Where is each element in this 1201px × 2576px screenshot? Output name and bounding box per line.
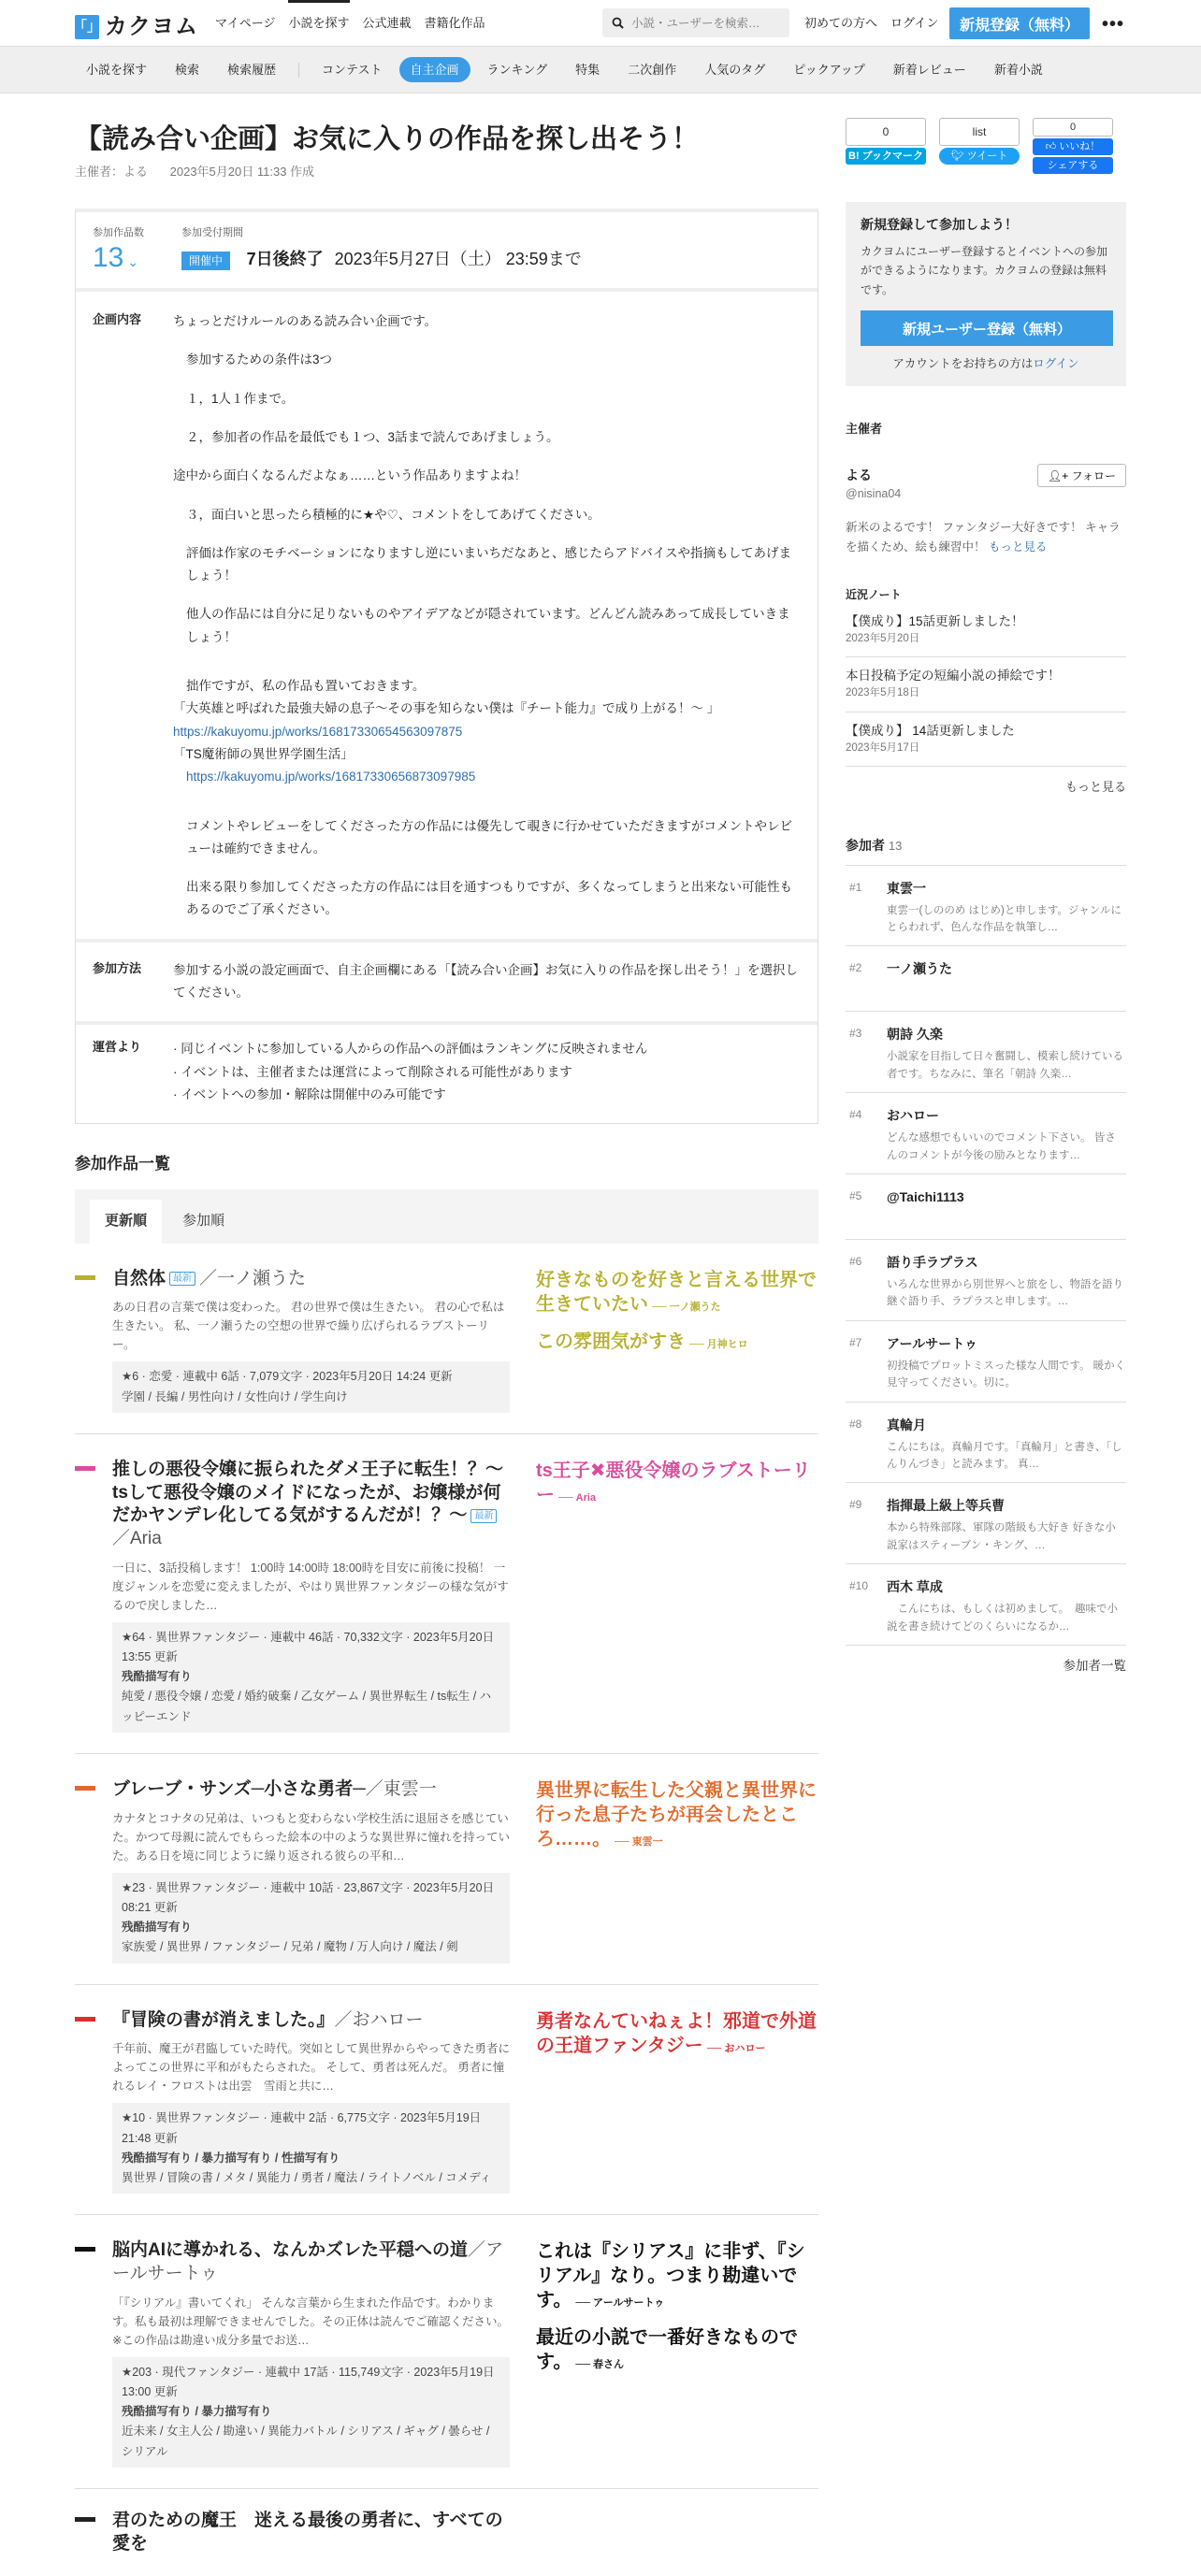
subnav-find[interactable]: 小説を探す [86,62,148,77]
work-color-bar [75,1786,95,1791]
sidebar [846,118,1126,1676]
work-author[interactable]: ／アールサートゥ [112,2240,504,2283]
nav-official[interactable]: 公式連載 [362,16,412,30]
logo-text: カクヨム [105,14,198,39]
works-section-title: 参加作品一覧 [75,1155,170,1173]
top-nav [215,0,485,47]
catchphrase-author: ── アールサートゥ [575,2297,665,2310]
participant-number: #9 [849,1498,862,1512]
work-color-bar [75,2247,95,2252]
participant-desc: こんにちは。真輪月です。「真輪月」と書き、「しんりんづき」と読みます。 真… [887,1441,1122,1470]
join-register-button[interactable]: 新規ユーザー登録（無料） [861,310,1113,346]
period-label: 参加受付期間 [181,227,243,239]
content-label: 企画内容 [93,312,142,327]
participant-number: #6 [849,1255,862,1269]
nav-mypage[interactable]: マイページ [215,16,276,30]
work-title[interactable]: 『冒険の書が消えました。』 [112,2009,335,2030]
catchphrase-author: ── 春さん [575,2359,625,2371]
host-id: @nisina04 [846,487,902,501]
nav-published[interactable]: 書籍化作品 [424,16,485,30]
participant-number: #3 [849,1027,862,1041]
catchphrase-author: ── 一ノ瀬うた [652,1301,721,1313]
participant-number: #5 [849,1189,862,1203]
work-stats: ★23 · 異世界ファンタジー · 連載中 10話 · 23,867文字 · 2023年5月20日 08:21 更新 [122,1880,495,1914]
notes-label: 近況ノート [846,587,902,601]
work-stats: ★64 · 異世界ファンタジー · 連載中 46話 · 70,332文字 · 2023年5月20日 13:55 更新 [122,1630,495,1663]
tab-joined[interactable]: 参加順 [182,1213,225,1230]
header-links [804,0,938,47]
facebook-like-button[interactable]: 👍︎ いいね！ [1033,138,1113,155]
content-paragraph: 出来る限り参加してくださった方の作品には目を通すつもりですが、多くなってしまうと出来ない可能性もあるのでご了承ください。 [186,880,792,917]
work-meta [112,1361,510,1413]
login-link[interactable]: ログイン [890,16,939,31]
work-description: 一日に、3話投稿します！ 1:00時 14:00時 18:00時を目安に前後に投稿！ 一度ジャンルを恋愛に変えましたが、やはり異世界ファンタジーの様な気がするので戻しました… [112,1561,509,1612]
work1-link[interactable]: https://kakuyomu.jp/works/16817330654563097875 [173,724,463,739]
updated-badge: 最新 [470,1509,497,1523]
note-title[interactable]: 本日投稿予定の短編小説の挿絵です！ [846,669,1061,684]
work-tags[interactable]: 異世界 / 冒険の書 / メタ / 異能力 / 勇者 / 魔法 / ライトノベル / コメディ [122,2171,492,2185]
catchphrase[interactable]: 異世界に転生した父親と異世界に行った息子たちが再会したところ……。 ── 東雲一 [536,1779,817,1849]
catchphrase-author: ── 月神ヒロ [689,1338,748,1350]
catchphrase-author: ── Aria [558,1491,597,1504]
work-meta [112,1873,510,1964]
end-date: 2023年5月27日（土） 23:59まで [334,249,582,268]
content-paragraph: ２，参加者の作品を最低でも１つ、3話まで読んであげましょう。 [186,429,559,444]
catchphrase-author: ── 東雲一 [615,1835,663,1848]
created-date: 2023年5月20日 11:33 作成 [169,164,315,179]
site-header [0,0,1201,47]
content-row [76,292,818,943]
participants-label: 参加者 13 [846,836,1126,866]
catchphrase[interactable]: 最近の小説で一番好きなものです。 ── 春さん [536,2327,798,2373]
twitter-share[interactable] [939,118,1020,174]
work-tags[interactable]: 純愛 / 悪役令嬢 / 恋愛 / 婚約破棄 / 乙女ゲーム / 異世界転生 / ts転生 / ハッピーエンド [122,1690,492,1723]
catchphrase[interactable]: これは『シリアス』に非ず、『シリアル』なり。つまり勘違いです。 ── アールサートゥ [536,2241,805,2311]
participant-number: #10 [849,1579,869,1593]
work-reviews [536,1459,818,1733]
participant-number: #4 [849,1108,862,1122]
main-column [75,118,818,2576]
join-box [846,202,1126,386]
host-bio: 新米のよるです！ ファンタジー大好きです！ キャラを描くため、絵も練習中！ もっと見る [846,521,1121,554]
participant-desc: いろんな世界から別世界へと旅をし、物語を語り継ぐ語り手、ラプラスと申します。… [887,1279,1123,1308]
event-summary [76,212,818,292]
participant-desc: 東雲一(しののめ はじめ)と申します。ジャンルにとらわれず、色んな作品を執筆し… [887,904,1121,934]
work-item [75,2215,818,2489]
content-paragraph: ちょっとだけルールのある読み合い企画です。 [173,314,438,329]
facebook-share[interactable] [1033,118,1113,174]
participant-desc: こんにちは、もしくは初めまして。 趣味で小説を書き続けてどのくらいになるか… [887,1604,1119,1633]
notes-list [846,603,1126,768]
tab-updated[interactable]: 更新順 [90,1200,162,1244]
note-title[interactable]: 【僕成り】 14話更新しました [846,723,1015,738]
join-text: カクヨムにユーザー登録するとイベントへの参加ができるようになります。カクヨムの登録は無料です。 [861,245,1108,296]
participant-number: #7 [849,1335,862,1349]
subnav-history[interactable]: 検索履歴 [227,62,277,77]
work-title[interactable]: 君のための魔王 迷える最後の勇者に、すべての愛を [112,2510,503,2554]
work-reviews [536,2009,818,2195]
work-reviews [536,1778,818,1964]
event-title: 【読み合い企画】お気に入りの作品を探し出そう！ [75,124,700,154]
participant-name[interactable]: 東雲一 [887,880,926,896]
work-description: 千年前、魔王が君臨していた時代。突如として異世界からやってきた勇者によってこの世界に平和がもたらされた。 そして、勇者は死んだ。 勇者に憧れるレイ・フロストは出雲 雪雨と共に… [112,2042,511,2094]
work-meta [112,1622,510,1733]
participant-name[interactable]: 真輪月 [887,1417,926,1432]
sub-nav [0,47,1201,94]
work-title[interactable]: ブレーブ・サンズ─小さな勇者─ [112,1778,366,1799]
subnav-self-project[interactable]: 自主企画 [399,57,470,83]
work-tags[interactable]: 近未来 / 女主人公 / 勘違い / 異能力バトル / シリアス / ギャグ / 曇らせ / シリアル [122,2425,490,2458]
catchphrase[interactable]: ts王子✖悪役令嬢のラブストーリー ── Aria [536,1460,811,1505]
work-item [75,2489,818,2576]
hatena-bookmark-button[interactable]: B! ブックマーク [846,148,926,165]
more-menu-icon[interactable]: ••• [1102,14,1125,35]
participant-desc: 初投稿でプロットミスった様な人間です。 暖かく見守ってください。切に。 [887,1360,1126,1389]
participant-name[interactable]: 指揮最上級上等兵曹 [887,1498,1005,1514]
note-date: 2023年5月20日 [846,632,920,644]
note-item[interactable] [846,657,1126,712]
method-label: 参加方法 [93,960,142,975]
participant-desc: どんな感想でもいいのでコメント下さい。 皆さんのコメントが今後の励みとなります… [887,1132,1116,1161]
subnav-divider [298,63,299,78]
work-color-bar [75,1466,95,1471]
subnav-fanfic[interactable]: 二次創作 [628,62,677,77]
work-color-bar [75,1275,95,1280]
participant-item[interactable] [846,1321,1126,1403]
content-paragraph: コメントやレビューをしてくださった方の作品には優先して覗きに行かせていただきますがコメントやレビューは確約できません。 [186,818,792,856]
work-color-bar [75,2017,95,2022]
thumbs-up-icon: 👍︎ [1045,141,1057,152]
work-tags[interactable]: 家族愛 / 異世界 / ファンタジー / 兄弟 / 魔物 / 万人向け / 魔法 / 剣 [122,1940,458,1954]
catchphrase[interactable]: 好きなものを好きと言える世界で生きていたい ── 一ノ瀬うた [536,1269,817,1315]
participant-item[interactable] [846,1564,1126,1646]
note-date: 2023年5月17日 [846,741,920,754]
work-description: カナタとコナタの兄弟は、いつもと変わらない学校生活に退屈さを感じていた。かつて母親に読んでもらった絵本の中のような異世界に憧れを持っていた。ある日を境に同じように繰り返される彼らの平和… [112,1811,511,1863]
count-block [93,225,144,275]
rule-item: · イベントは、主催者または運営によって削除される可能性があります [173,1064,572,1079]
participant-item[interactable] [846,1240,1126,1321]
subnav-feature[interactable]: 特集 [575,62,600,77]
work-author[interactable]: ／Aria [112,1528,162,1548]
logo-mark: 「」 [75,15,99,39]
work-warnings: 残酷描写有り [122,1921,193,1935]
join-title: 新規登録して参加しよう！ [861,217,1018,232]
participant-name[interactable]: 西木 草成 [887,1579,943,1595]
work-meta [112,2103,510,2194]
tweet-button[interactable]: 🐦︎ ツイート [939,148,1020,165]
work-title[interactable]: 脳内AIに導かれる、なんかズレた平穏への道 [112,2240,469,2261]
rules-row [76,1025,818,1123]
content-paragraph: 参加するための条件は3つ [186,353,333,367]
participants-more-link[interactable]: 参加者一覧 [1063,1658,1126,1673]
host-card [846,466,1126,557]
subnav-tags[interactable]: 人気のタグ [704,62,766,77]
participants-list [846,866,1126,1646]
participant-number: #2 [849,961,862,975]
twitter-bird-icon: 🐦︎ [950,151,964,162]
works-intro: 拙作ですが、私の作品も置いておきます。 [186,679,426,694]
join-login-link[interactable]: ログイン [1033,357,1079,371]
work-reviews [536,2239,818,2468]
updated-badge: 最新 [169,1272,195,1286]
catchphrase[interactable]: 勇者なんていねぇよ！邪道で外道の王道ファンタジー ── おハロー [536,2010,817,2056]
participant-name[interactable]: アールサートゥ [887,1335,977,1351]
participant-item[interactable] [846,1174,1126,1240]
logo[interactable] [75,10,198,44]
work-item [75,1244,818,1434]
participant-desc: 小説家を目指して日々奮闘し、模索し続けている者です。ちなみに、筆名「朝詩 久楽… [887,1051,1123,1080]
content-paragraph: ３，面白いと思ったら積極的に★や♡、コメントをしてあげてください。 [186,507,600,522]
subnav-search[interactable]: 検索 [175,62,200,77]
note-item[interactable] [846,603,1126,658]
catchphrase[interactable]: この雰囲気がすき ── 月神ヒロ [536,1331,748,1352]
work-stats: ★10 · 異世界ファンタジー · 連載中 2話 · 6,775文字 · 2023年5月19日 21:48 更新 [122,2111,482,2145]
host-label: 主催者 [846,421,883,436]
work-item [75,1985,818,2216]
event-box [75,209,818,1124]
status-badge: 開催中 [181,252,230,270]
rules-list [173,1038,801,1106]
nav-find-novels[interactable]: 小説を探す [288,0,349,47]
search-icon [612,17,624,29]
work-description: あの日君の言葉で僕は変わった。 君の世界で僕は生きたい。 君の心で私は生きたい。 私、一ノ瀬うたの空想の世界で繰り広げられるラブストーリー。 [112,1301,505,1352]
facebook-count: 0 [1033,118,1113,137]
period-block [181,225,582,275]
organizer[interactable]: 主催者：よる [75,164,149,179]
hatena-count: 0 [846,118,926,146]
hatena-share[interactable] [846,118,926,174]
event-subinfo [75,163,818,181]
work-item [75,1754,818,1985]
participant-item[interactable] [846,1483,1126,1564]
first-time-link[interactable]: 初めての方へ [804,16,878,31]
participant-name[interactable]: 一ノ瀬うた [887,961,952,977]
bio-more-link[interactable]: もっと見る [989,540,1048,554]
subnav-new-novels[interactable]: 新着小説 [993,62,1043,77]
subnav-ranking[interactable]: ランキング [486,62,548,77]
work-warnings: 残酷描写有り [122,1670,193,1684]
rule-item: · 同じイベントに参加している人からの作品への評価はランキングに反映されません [173,1042,648,1057]
subnav-pickup[interactable]: ピックアップ [793,62,865,77]
work-reviews [536,1268,818,1413]
participant-item[interactable] [846,1093,1126,1174]
participant-desc: 本から特殊部隊、軍隊の階級も大好き 好きな小説家はスティーブン・キング、… [887,1522,1116,1551]
count-label: 参加作品数 [93,227,144,239]
account-line: アカウントをお持ちの方はログイン [892,357,1079,371]
work-warnings: 残酷描写有り / 暴力描写有り / 性描写有り [122,2151,340,2165]
works-list [75,1244,818,2489]
content-paragraph: 評価は作家のモチベーションになりますし逆にいまいちだなあと、感じたらアドバイスや指摘もしてあげましょう！ [186,545,792,583]
work-author[interactable]: ／一ノ瀬うた [199,1268,307,1288]
participant-item[interactable] [846,1403,1126,1484]
facebook-share-button[interactable]: シェアする [1033,157,1113,174]
participant-item[interactable] [846,1012,1126,1093]
work-author[interactable]: ／東雲一 [365,1778,437,1799]
twitter-count: list [939,118,1020,146]
note-item[interactable] [846,712,1126,768]
work-meta [112,2357,510,2468]
work-warnings: 残酷描写有り / 暴力描写有り [122,2405,272,2419]
notes-more-link[interactable]: もっと見る [1064,780,1126,795]
count-value[interactable]: 13 ⌄ [93,241,139,273]
method-text: 参加する小説の設定画面で、自主企画欄にある「【読み合い企画】お気に入りの作品を探し出そう！」を選択してください。 [173,962,798,1000]
participant-name[interactable]: おハロー [887,1108,939,1124]
participant-name[interactable]: 語り手ラプラス [887,1255,978,1271]
catchphrase-author: ── おハロー [706,2042,766,2054]
work-stats: ★6 · 恋愛 · 連載中 6話 · 7,079文字 · 2023年5月20日 14:24 更新 [122,1370,453,1384]
search-box[interactable] [602,8,789,37]
method-row [76,943,818,1026]
work-title[interactable]: 推しの悪役令嬢に振られたダメ王子に転生！？～tsして悪役令嬢のメイドになったが、お嬢様が何だかヤンデレ化してる気がするんだが！？～ [112,1459,504,1526]
subnav-contest[interactable]: コンテスト [322,62,383,77]
content-paragraph: １，1人１作まで。 [186,391,295,406]
work-item [75,1434,818,1754]
rule-item: · イベントへの参加・解除は開催中のみ可能です [173,1087,446,1101]
content-paragraph: 途中から面白くなるんだよなぁ……という作品ありますよね！ [173,468,527,483]
participant-name[interactable]: 朝詩 久楽 [887,1027,943,1043]
add-user-icon: 👤︎+ [1048,469,1069,483]
host-name[interactable]: よる [846,468,872,483]
participant-item[interactable] [846,866,1126,947]
works-tabs [75,1189,818,1244]
content-paragraph: 他人の作品には自分に足りないものやアイデアなどが隠されています。どんどん読みあって成長していきましょう！ [186,607,790,644]
participant-number: #8 [849,1417,862,1431]
work-stats: ★203 · 現代ファンタジー · 連載中 17話 · 115,749文字 · 2023年5月19日 13:00 更新 [122,2365,495,2398]
work-tags[interactable]: 学園 / 長編 / 男性向け / 女性向け / 学生向け [122,1389,348,1403]
participant-number: #1 [849,880,862,894]
work-description: 「『シリアル』書いてくれ」 そんな言葉から生まれた作品です。わかります。私も最初は理解できませんでした。その正体は読んでご確認ください。 ※この作品は勘違い成分多量でお送… [112,2295,527,2347]
note-date: 2023年5月18日 [846,687,920,699]
work1-title: 「大英雄と呼ばれた最強夫婦の息子～その事を知らない僕は『チート能力』で成り上がる！～ 」 [173,701,720,716]
content-body [173,310,801,922]
work-color-bar [75,2517,95,2522]
work2-title: 「TS魔術師の異世界学園生活」 [173,746,354,761]
work-title[interactable]: 自然体 [112,1268,166,1288]
participant-name[interactable]: @Taichi1113 [887,1189,964,1205]
register-button[interactable]: 新規登録（無料） [949,7,1090,39]
days-left: 7日後終了 [246,249,324,268]
work2-link[interactable]: https://kakuyomu.jp/works/16817330656873097985 [186,770,476,784]
chevron-down-icon: ⌄ [127,253,139,269]
work-author[interactable]: ／おハロー [334,2009,424,2030]
search-input[interactable] [631,17,781,30]
follow-button[interactable]: 👤︎+ フォロー [1037,464,1126,487]
participant-item[interactable] [846,946,1126,1012]
subnav-new-reviews[interactable]: 新着レビュー [892,62,966,77]
note-title[interactable]: 【僕成り】15話更新しました！ [846,613,1024,628]
share-buttons [846,118,1126,174]
rules-label: 運営より [93,1040,142,1055]
